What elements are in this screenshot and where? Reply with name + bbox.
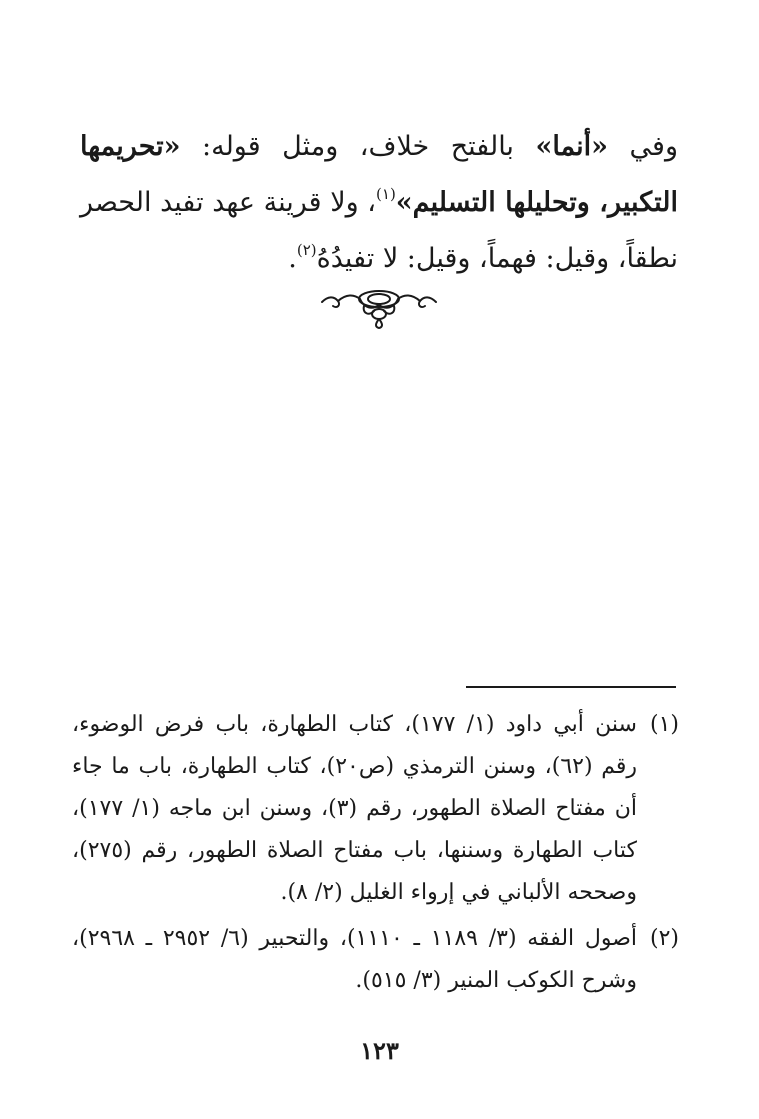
footnote-text: أصول الفقه (٣/ ١١٨٩ ـ ١١١٠)، والتحبير (٦/ ٢٩٥٢ ـ ٢٩٦٨)، وشرح الكوكب المنير (٣/ ٥١٥). xyxy=(72,926,638,993)
arabesque-ornament-icon xyxy=(320,282,438,330)
footnote-1 xyxy=(72,704,679,914)
footnote-number: (٢) xyxy=(649,926,679,951)
footnote-number: (١) xyxy=(649,712,679,737)
bold-term: «أنما» xyxy=(535,131,609,162)
text-segment: بالفتح خلاف، ومثل قوله: xyxy=(180,131,536,162)
text-segment: . xyxy=(288,243,297,274)
footnote-ref-1[interactable]: (١) xyxy=(376,185,396,203)
page-number: ١٢٣ xyxy=(360,1036,399,1065)
footnote-divider xyxy=(466,686,676,688)
footnote-ref-2[interactable]: (٢) xyxy=(296,241,317,259)
text-segment: وفي xyxy=(608,131,678,162)
footnotes xyxy=(72,704,679,1002)
main-paragraph xyxy=(80,119,678,287)
footnote-text: سنن أبي داود (١/ ١٧٧)، كتاب الطهارة، باب فرض الوضوء، رقم (٦٢)، وسنن الترمذي (ص٢٠)، كتاب الطهارة، باب ما جاء أن مفتاح الصلاة الطهور، رقم (٣)، وسنن ابن ماجه (١/ ١٧٧)، كتاب الطهارة وسننها، باب مفتاح الصلاة الطهور، رقم (٢٧٥)، وصححه الألباني في إرواء الغليل (٢/ ٨). xyxy=(72,712,638,905)
footnote-2 xyxy=(72,918,679,1002)
text-segment: ، ولا قرينة عهد تفيد الحصر نطقاً، وقيل: فهماً، وقيل: لا تفيدُهُ xyxy=(80,187,678,274)
bold-hadith-quote: «تحريمها التكبير، وتحليلها التسليم» xyxy=(80,131,678,218)
